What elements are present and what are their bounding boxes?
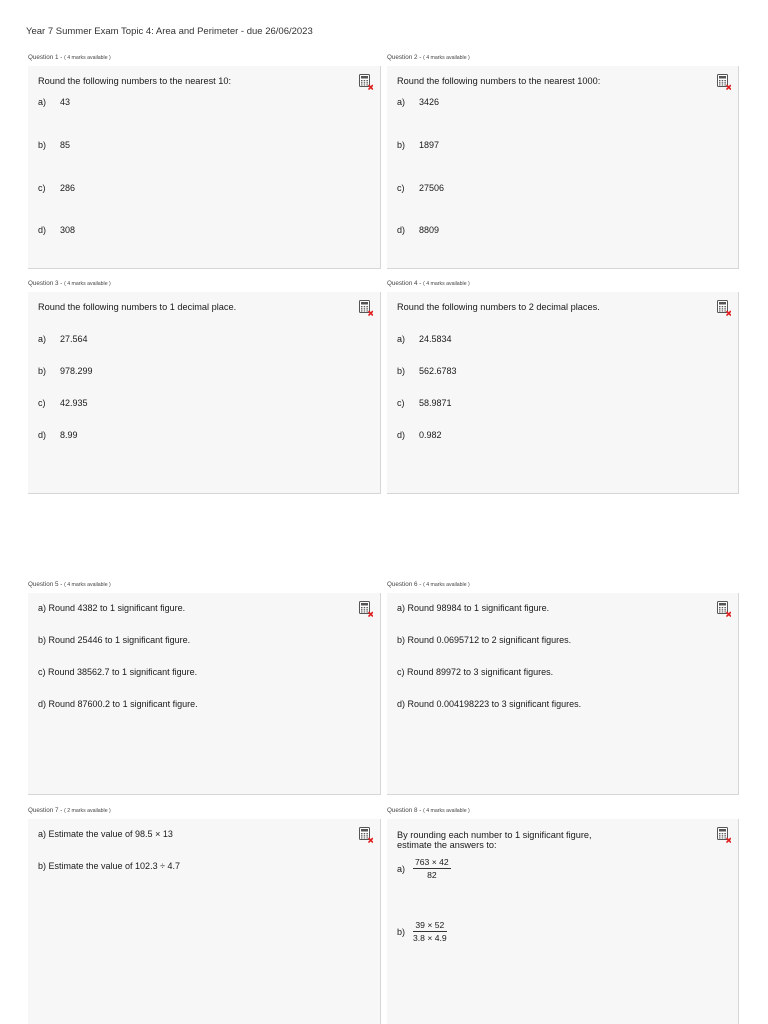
calculator-not-allowed-icon	[359, 74, 373, 90]
part-value: 43	[60, 97, 71, 107]
part-value: 27506	[419, 183, 445, 193]
question-label-text: Question 8 -	[387, 807, 424, 814]
question-5-label	[28, 581, 111, 588]
question-8-box	[387, 819, 739, 1024]
question-6-label	[387, 581, 470, 588]
marks-available: ( 4 marks available )	[423, 55, 470, 61]
calculator-not-allowed-icon	[359, 601, 373, 617]
fraction-denominator: 3.8 × 4.9	[413, 933, 447, 943]
question-intro: By rounding each number to 1 significant figure,	[397, 830, 592, 840]
question-1-box	[28, 66, 381, 269]
part-letter: b)	[397, 366, 406, 376]
question-label-text: Question 4 -	[387, 280, 424, 287]
fraction-numerator: 39 × 52	[413, 920, 447, 932]
marks-available: ( 4 marks available )	[423, 582, 470, 588]
part-letter: a)	[397, 97, 406, 107]
marks-available: ( 2 marks available )	[64, 808, 111, 814]
part-letter: a)	[38, 97, 47, 107]
question-label-text: Question 7 -	[28, 807, 65, 814]
question-7-box	[28, 819, 381, 1024]
part-value: 978.299	[60, 366, 93, 376]
question-label-text: Question 1 -	[28, 54, 65, 61]
question-part: b) Round 25446 to 1 significant figure.	[38, 635, 191, 645]
part-letter: b)	[397, 140, 406, 150]
calculator-not-allowed-icon	[359, 300, 373, 316]
question-7-label	[28, 807, 111, 814]
part-letter: c)	[38, 183, 46, 193]
question-intro: estimate the answers to:	[397, 840, 497, 850]
question-part: a) Estimate the value of 98.5 × 13	[38, 829, 173, 839]
question-5-box	[28, 593, 381, 795]
part-value: 0.982	[419, 430, 442, 440]
part-letter: d)	[38, 430, 47, 440]
part-letter: a)	[397, 334, 406, 344]
marks-available: ( 4 marks available )	[423, 281, 470, 287]
marks-available: ( 4 marks available )	[64, 582, 111, 588]
part-value: 286	[60, 183, 76, 193]
question-intro: Round the following numbers to 1 decimal place.	[38, 302, 237, 312]
question-4-box	[387, 292, 739, 494]
part-letter: b)	[38, 366, 47, 376]
question-1-label	[28, 54, 111, 61]
part-letter: b)	[38, 140, 47, 150]
marks-available: ( 4 marks available )	[423, 808, 470, 814]
part-letter: d)	[397, 430, 406, 440]
calculator-not-allowed-icon	[717, 827, 731, 843]
question-part: d) Round 0.004198223 to 3 significant figures.	[397, 699, 582, 709]
page-title: Year 7 Summer Exam Topic 4: Area and Perimeter - due 26/06/2023	[26, 26, 313, 37]
question-part: c) Round 38562.7 to 1 significant figure.	[38, 667, 198, 677]
question-intro: Round the following numbers to the nearest 10:	[38, 76, 232, 86]
part-value: 8809	[419, 225, 440, 235]
question-part: b) Round 0.0695712 to 2 significant figures.	[397, 635, 572, 645]
question-part: a) Round 4382 to 1 significant figure.	[38, 603, 186, 613]
calculator-not-allowed-icon	[717, 601, 731, 617]
part-value: 308	[60, 225, 76, 235]
fraction-denominator: 82	[427, 870, 437, 880]
question-3-label	[28, 280, 111, 287]
part-value: 562.6783	[419, 366, 457, 376]
part-letter: c)	[397, 398, 405, 408]
part-value: 58.9871	[419, 398, 452, 408]
question-2-box	[387, 66, 739, 269]
question-label-text: Question 6 -	[387, 581, 424, 588]
part-letter: a)	[38, 334, 47, 344]
part-letter: d)	[38, 225, 47, 235]
question-label-text: Question 2 -	[387, 54, 424, 61]
part-letter: c)	[38, 398, 46, 408]
question-label-text: Question 5 -	[28, 581, 65, 588]
part-value: 3426	[419, 97, 440, 107]
question-intro: Round the following numbers to 2 decimal places.	[397, 302, 600, 312]
question-intro: Round the following numbers to the nearest 1000:	[397, 76, 601, 86]
fraction-numerator: 763 × 42	[415, 857, 449, 867]
question-part: a) Round 98984 to 1 significant figure.	[397, 603, 550, 613]
question-part: d) Round 87600.2 to 1 significant figure.	[38, 699, 198, 709]
marks-available: ( 4 marks available )	[64, 281, 111, 287]
fraction	[413, 857, 451, 880]
fraction	[413, 920, 447, 943]
calculator-not-allowed-icon	[717, 74, 731, 90]
calculator-not-allowed-icon	[717, 300, 731, 316]
part-value: 8.99	[60, 430, 78, 440]
part-value: 27.564	[60, 334, 88, 344]
question-4-label	[387, 280, 470, 287]
part-value: 42.935	[60, 398, 88, 408]
question-3-box	[28, 292, 381, 494]
part-letter: b)	[397, 927, 406, 937]
question-label-text: Question 3 -	[28, 280, 65, 287]
part-letter: d)	[397, 225, 406, 235]
part-letter: c)	[397, 183, 405, 193]
marks-available: ( 4 marks available )	[64, 55, 111, 61]
question-8-label	[387, 807, 470, 814]
part-letter: a)	[397, 864, 406, 874]
part-value: 24.5834	[419, 334, 452, 344]
part-value: 1897	[419, 140, 440, 150]
part-value: 85	[60, 140, 71, 150]
question-6-box	[387, 593, 739, 795]
question-2-label	[387, 54, 470, 61]
calculator-not-allowed-icon	[359, 827, 373, 843]
question-part: c) Round 89972 to 3 significant figures.	[397, 667, 554, 677]
question-part: b) Estimate the value of 102.3 ÷ 4.7	[38, 861, 181, 871]
